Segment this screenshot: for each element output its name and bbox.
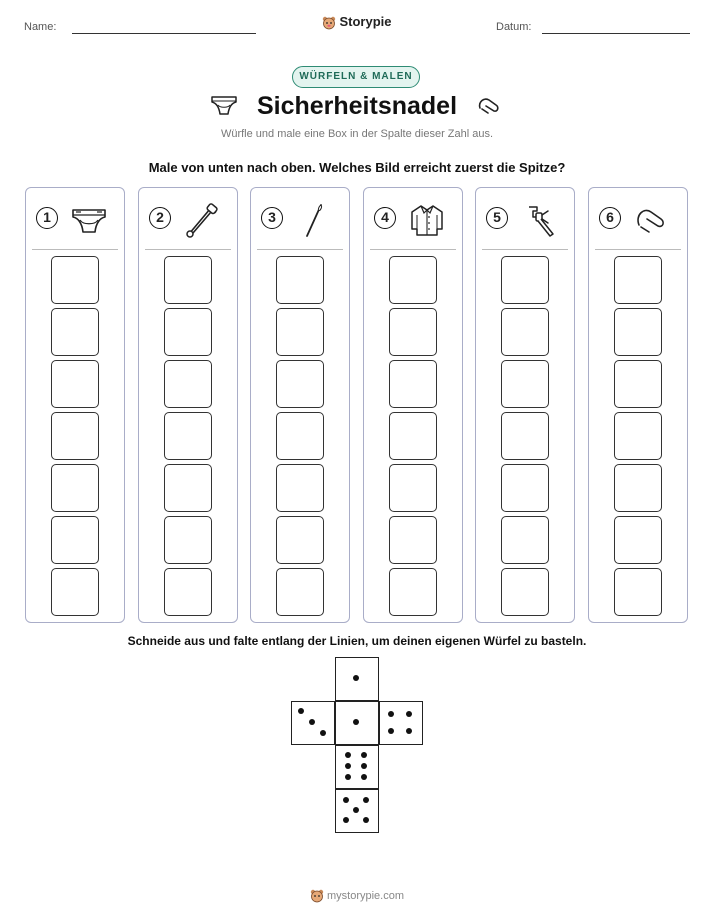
color-box[interactable] — [389, 360, 437, 408]
color-box[interactable] — [614, 464, 662, 512]
die-pip — [345, 763, 351, 769]
column-divider — [370, 249, 456, 250]
date-label: Datum: — [496, 21, 532, 33]
color-box[interactable] — [389, 516, 437, 564]
color-box[interactable] — [389, 464, 437, 512]
color-box[interactable] — [51, 412, 99, 460]
color-box[interactable] — [614, 568, 662, 616]
color-box[interactable] — [164, 360, 212, 408]
color-box[interactable] — [51, 516, 99, 564]
color-box[interactable] — [51, 568, 99, 616]
die-pip — [388, 711, 394, 717]
die-face-four — [379, 701, 423, 745]
column-divider — [257, 249, 343, 250]
color-box[interactable] — [389, 256, 437, 304]
color-box[interactable] — [51, 360, 99, 408]
color-box[interactable] — [164, 256, 212, 304]
die-face-three — [291, 701, 335, 745]
name-label: Name: — [24, 21, 57, 33]
die-pip — [361, 752, 367, 758]
die-pip — [406, 711, 412, 717]
die-pip — [309, 719, 315, 725]
storypie-bear-icon — [310, 889, 324, 903]
column-number: 4 — [374, 207, 396, 229]
clamp-icon — [520, 201, 558, 239]
die-pip — [353, 719, 359, 725]
color-box[interactable] — [501, 464, 549, 512]
color-box[interactable] — [276, 256, 324, 304]
die-pip — [320, 730, 326, 736]
color-box[interactable] — [614, 308, 662, 356]
color-box[interactable] — [501, 360, 549, 408]
column-4 — [363, 187, 463, 623]
column-6 — [588, 187, 688, 623]
color-box[interactable] — [51, 464, 99, 512]
color-box[interactable] — [501, 256, 549, 304]
die-pip — [343, 797, 349, 803]
color-box[interactable] — [276, 360, 324, 408]
column-number: 1 — [36, 207, 58, 229]
die-face-one — [335, 657, 379, 701]
die-pip — [388, 728, 394, 734]
column-number: 2 — [149, 207, 171, 229]
cut-instruction: Schneide aus und falte entlang der Linien, um deinen eigenen Würfel zu basteln. — [127, 634, 587, 648]
column-number: 5 — [486, 207, 508, 229]
die-face-one — [335, 701, 379, 745]
subtitle: Würfle und male eine Box in der Spalte dieser Zahl aus. — [220, 128, 494, 140]
activity-badge: WÜRFELN & MALEN — [292, 66, 420, 88]
color-box[interactable] — [389, 412, 437, 460]
shirt-icon — [408, 201, 446, 239]
die-pip — [298, 708, 304, 714]
column-number: 3 — [261, 207, 283, 229]
color-box[interactable] — [501, 412, 549, 460]
color-box[interactable] — [501, 308, 549, 356]
date-line[interactable] — [542, 33, 690, 34]
color-box[interactable] — [276, 464, 324, 512]
die-pip — [363, 797, 369, 803]
footer — [0, 889, 714, 903]
footer-url[interactable]: mystorypie.com — [326, 889, 405, 902]
die-pip — [363, 817, 369, 823]
column-1 — [25, 187, 125, 623]
die-pip — [353, 675, 359, 681]
hook-icon — [633, 201, 671, 239]
color-box[interactable] — [164, 308, 212, 356]
color-box[interactable] — [614, 360, 662, 408]
color-box[interactable] — [276, 516, 324, 564]
die-pip — [353, 807, 359, 813]
color-box[interactable] — [614, 256, 662, 304]
column-5 — [475, 187, 575, 623]
color-box[interactable] — [51, 308, 99, 356]
column-divider — [595, 249, 681, 250]
die-pip — [345, 752, 351, 758]
name-line[interactable] — [72, 33, 256, 34]
color-box[interactable] — [164, 568, 212, 616]
color-box[interactable] — [501, 516, 549, 564]
die-pip — [343, 817, 349, 823]
die-pip — [345, 774, 351, 780]
color-box[interactable] — [164, 516, 212, 564]
die-pip — [361, 763, 367, 769]
color-box[interactable] — [164, 412, 212, 460]
column-2 — [138, 187, 238, 623]
color-box[interactable] — [501, 568, 549, 616]
diaper-icon — [70, 201, 108, 239]
die-face-six — [335, 745, 379, 789]
color-box[interactable] — [276, 568, 324, 616]
brand-name: Storypie — [339, 14, 392, 29]
needle-icon — [295, 201, 333, 239]
die-pip — [406, 728, 412, 734]
safety-pin-icon — [183, 201, 221, 239]
color-box[interactable] — [51, 256, 99, 304]
brand-logo — [0, 14, 714, 30]
color-box[interactable] — [389, 308, 437, 356]
question: Male von unten nach oben. Welches Bild erreicht zuerst die Spitze? — [148, 160, 566, 175]
page-title: Sicherheitsnadel — [256, 92, 458, 120]
hook-icon — [476, 94, 502, 116]
color-box[interactable] — [389, 568, 437, 616]
column-divider — [32, 249, 118, 250]
storypie-bear-icon — [322, 16, 336, 30]
column-number: 6 — [599, 207, 621, 229]
die-face-five — [335, 789, 379, 833]
column-3 — [250, 187, 350, 623]
color-box[interactable] — [276, 412, 324, 460]
color-box[interactable] — [276, 308, 324, 356]
column-divider — [145, 249, 231, 250]
color-box[interactable] — [614, 412, 662, 460]
color-box[interactable] — [164, 464, 212, 512]
column-divider — [482, 249, 568, 250]
color-box[interactable] — [614, 516, 662, 564]
die-pip — [361, 774, 367, 780]
